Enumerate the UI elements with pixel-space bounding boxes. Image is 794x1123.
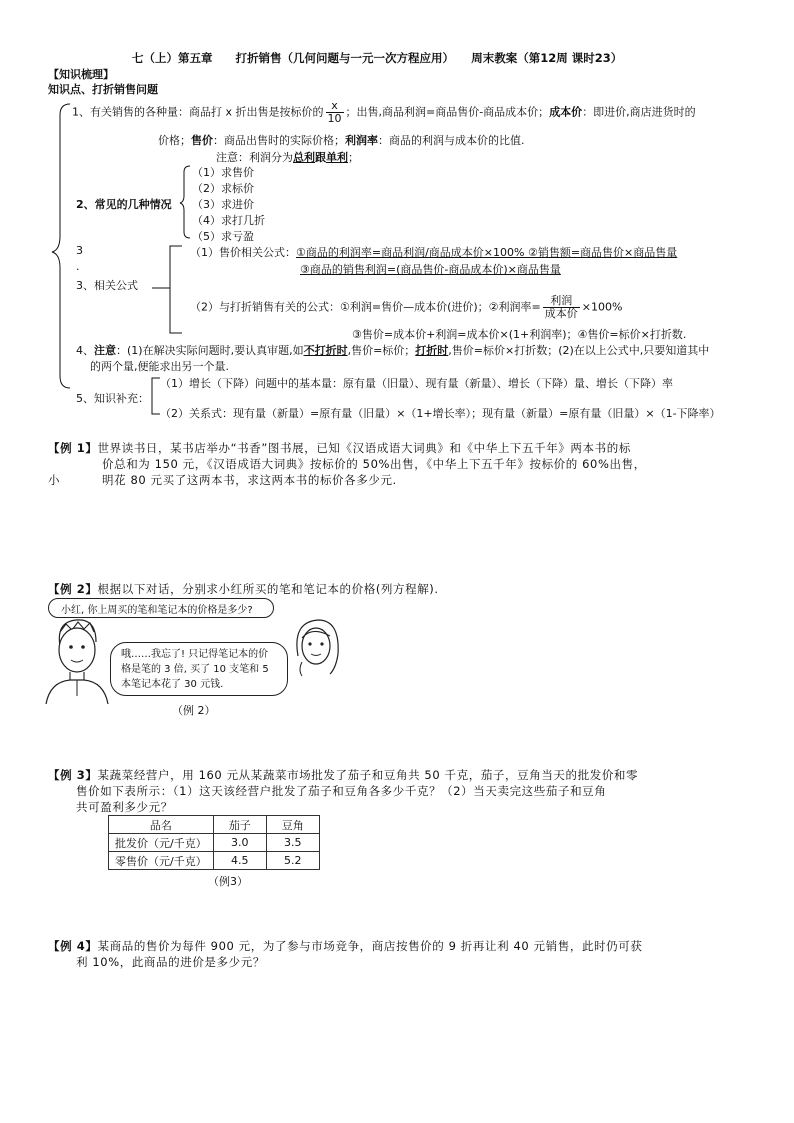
- table-cell: 3.0: [213, 834, 266, 852]
- kp1-term-rate: 利润率: [345, 134, 378, 147]
- ex2-tag: 【例 2】: [48, 582, 98, 596]
- ex3-line1: [48, 767, 638, 783]
- kp1-l2-c: ：商品出售时的实际价格；: [213, 134, 345, 147]
- speech-bubble-girl: [110, 642, 288, 696]
- table-header-cell: 品名: [109, 816, 214, 834]
- ex1-line3-prefix: 小: [48, 473, 61, 487]
- kp2-item-3: （3）求进价: [192, 198, 254, 211]
- ex3-caption: （例3）: [208, 875, 248, 888]
- table-row: [109, 834, 320, 852]
- kp3-f2-rate: ②利润率=: [488, 300, 541, 314]
- ex4-line2: 利 10%，此商品的进价是多少元？: [76, 955, 265, 969]
- kp3-f2-fraction: [543, 295, 580, 320]
- kp1-line3: [216, 149, 359, 165]
- bubble-boy-text: 小红, 你上周买的笔和笔记本的价格是多少?: [61, 605, 253, 616]
- ex1-text-1: 世界读书日，某书店举办“书香”图书展，已知《汉语成语大词典》和《中华上下五千年》两本书的标: [97, 441, 631, 455]
- ex2-text: 根据以下对话，分别求小红所买的笔和笔记本的价格(列方程解).: [97, 582, 439, 596]
- kp1-term-price: 售价: [191, 134, 213, 147]
- ex4-tag: 【例 4】: [48, 939, 98, 953]
- kp3-f2-profit: ①利润=售价—成本价(进价)；: [340, 300, 489, 314]
- kp1-l3-c: 跟: [315, 151, 326, 164]
- kp1-frac-num: x: [326, 100, 344, 113]
- kp3-formula-2: [190, 295, 622, 320]
- kp3-formula-1: [190, 244, 677, 260]
- bubble-girl-line-3: 本笔记本花了 30 元钱.: [121, 679, 224, 690]
- page-title: 七（上）第五章 打折销售（几何问题与一元一次方程应用） 周末教案（第12周 课时23）: [132, 51, 623, 65]
- kp1-term-cost: 成本价: [549, 105, 583, 119]
- kp4-note: 注意: [94, 344, 116, 357]
- kp3-f2-discount: ④售价=标价×打折数.: [577, 328, 687, 341]
- kp5-sub-1: （1）增长（下降）问题中的基本量：原有量（旧量）、现有量（新量）、增长（下降）量、增长（下降）率: [160, 377, 673, 390]
- kp1-line1: [72, 100, 696, 125]
- kp3-f2-price: ③售价=成本价+利润=成本价×(1+利润率)；: [352, 328, 578, 341]
- kp1-l3-e: ；: [348, 151, 359, 164]
- kp1-frac-den: 10: [327, 112, 342, 126]
- kp2-item-1: （1）求售价: [192, 166, 254, 179]
- kp3-f2-frac-den: 成本价: [544, 307, 578, 321]
- kp4-a: 4、: [76, 344, 94, 357]
- table-cell: 5.2: [266, 852, 319, 870]
- kp3-number: 3: [76, 244, 83, 257]
- kp1-text-b: ；出售,商品利润=商品售价-商品成本价；: [345, 105, 550, 119]
- ex1-line1: [48, 440, 631, 456]
- bubble-girl-text: [121, 647, 269, 692]
- kp2-item-4: （4）求打几折: [192, 214, 265, 227]
- bubble-girl-line-1: 哦……我忘了! 只记得笔记本的价: [121, 649, 269, 660]
- kp3-f1-label: （1）售价相关公式：: [190, 246, 296, 259]
- ex4-line1: [48, 938, 642, 954]
- ex2-caption: （例 2）: [172, 704, 216, 717]
- boy-figure: [46, 620, 108, 704]
- ex3-line2: 售价如下表所示：（1）这天该经营户批发了茄子和豆角各多少千克？（2）当天卖完这些茄子和豆角: [76, 784, 607, 798]
- kp1-l3-a: 注意：利润分为: [216, 151, 293, 164]
- ex4-text-1: 某商品的售价为每件 900 元，为了参与市场竞争，商店按售价的 9 折再让利 40 元销售，此时仍可获: [97, 939, 643, 953]
- kp3-formula-2b: [352, 326, 686, 342]
- kp4-g: ,售价=标价×打折数；(2)在以上公式中,只要知道其中: [448, 344, 710, 357]
- kp4-line1: [76, 342, 709, 358]
- section-tag: 【知识梳理】: [48, 68, 114, 81]
- ex3-line3: 共可盈利多少元？: [76, 800, 173, 814]
- outline-braces: [0, 0, 794, 440]
- kp4-no-discount: 不打折时: [303, 344, 348, 357]
- kp3-f1-sales: ②销售额=商品售价×商品售量: [527, 246, 678, 259]
- ex2-line1: [48, 581, 439, 597]
- table-cell: 批发价（元/千克）: [109, 834, 214, 852]
- kp2-item-2: （2）求标价: [192, 182, 254, 195]
- table-header-cell: 茄子: [213, 816, 266, 834]
- kp4-e: ,售价=标价；: [347, 344, 416, 357]
- girl-figure: [297, 620, 338, 676]
- kp3-label: 3、相关公式: [76, 279, 138, 292]
- table-row: [109, 852, 320, 870]
- kp1-unit-profit: 单利: [326, 151, 348, 164]
- kp1-line2: [158, 132, 525, 148]
- bubble-girl-line-2: 格是笔的 3 倍, 买了 10 支笔和 5: [121, 664, 269, 675]
- kp3-f1-sales-profit: ③商品的销售利润=(商品售价-商品成本价)×商品售量: [300, 263, 561, 276]
- kp1-text-d: ：即进价,商店进货时的: [582, 105, 696, 119]
- kp1-fraction: [326, 100, 344, 125]
- kp3-f1-rate: ①商品的利润率=商品利润/商品成本价×100%: [296, 246, 528, 259]
- kp1-total-profit: 总利: [293, 151, 315, 164]
- kp3-f2-percent: ×100%: [581, 300, 623, 314]
- kp3-f2-label: （2）与打折销售有关的公式：: [190, 300, 340, 314]
- table-cell: 3.5: [266, 834, 319, 852]
- kp2-label: 2、常见的几种情况: [76, 198, 172, 211]
- kp4-discount: 打折时: [415, 344, 449, 357]
- kp4-line2: 的两个量,便能求出另一个量.: [90, 360, 229, 373]
- ex1-tag: 【例 1】: [48, 441, 98, 455]
- kp5-label: 5、知识补充：: [76, 392, 149, 405]
- kp1-l2-e: ：商品的利润与成本价的比值.: [378, 134, 525, 147]
- kp2-item-5: （5）求亏盈: [192, 230, 254, 243]
- speech-bubble-boy: [48, 598, 274, 618]
- section-topic: 知识点、打折销售问题: [48, 83, 158, 96]
- table-header-cell: 豆角: [266, 816, 319, 834]
- price-table: [108, 815, 320, 870]
- ex1-line3: 明花 80 元买了这两本书，求这两本书的标价各多少元.: [102, 473, 397, 487]
- table-cell: 4.5: [213, 852, 266, 870]
- kp3-f2-frac-num: 利润: [543, 295, 580, 308]
- table-header-row: [109, 816, 320, 834]
- kp4-c: ：(1)在解决实际问题时,要认真审题,如: [116, 344, 304, 357]
- ex3-tag: 【例 3】: [48, 768, 98, 782]
- ex3-text-1: 某蔬菜经营户，用 160 元从某蔬菜市场批发了茄子和豆角共 50 千克，茄子，豆角当天的批发价和零: [97, 768, 639, 782]
- table-cell: 零售价（元/千克）: [109, 852, 214, 870]
- kp3-dot: .: [76, 260, 80, 273]
- kp1-text-a: 1、有关销售的各种量：商品打 x 折出售是按标价的: [72, 105, 324, 119]
- kp5-sub-2: （2）关系式：现有量（新量）=原有量（旧量）×（1+增长率）；现有量（新量）=原有量（旧量）×（1-下降率）: [160, 407, 721, 420]
- ex1-line2: 价总和为 150 元，《汉语成语大词典》按标价的 50%出售，《中华上下五千年》按标价的 60%出售，: [102, 457, 646, 471]
- kp1-l2-a: 价格；: [158, 134, 191, 147]
